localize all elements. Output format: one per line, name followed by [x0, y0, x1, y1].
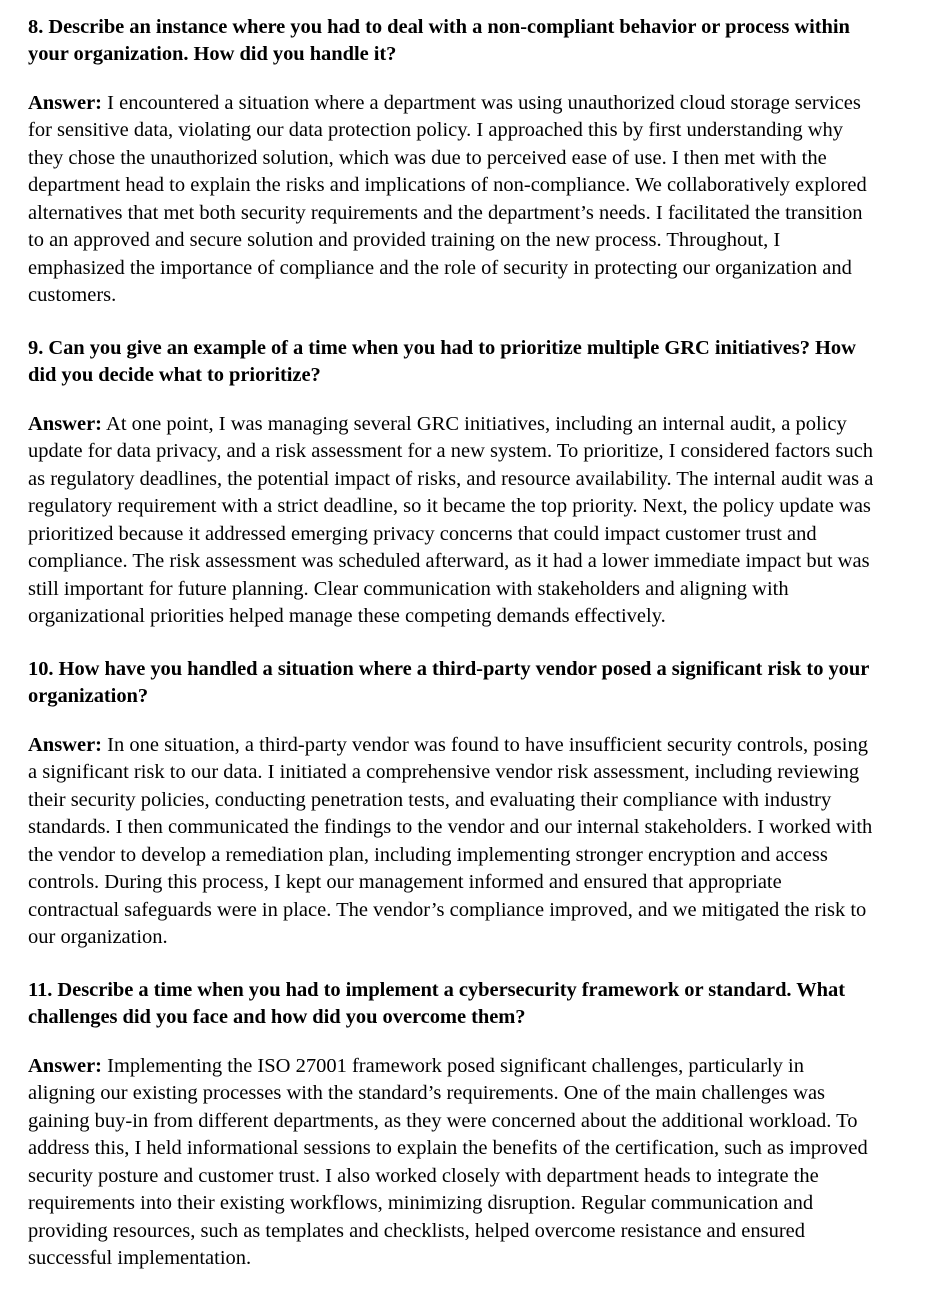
answer-paragraph [28, 1053, 876, 1274]
qa-block [28, 14, 876, 310]
answer-text: In one situation, a third-party vendor was found to have insufficient security controls, posing a significant risk to our data. I initiated a comprehensive vendor risk assessment, including reviewing their security policies, conducting penetration tests, and evaluating their compliance with industry standards. I then communicated the findings to the vendor and our internal stakeholders. I worked with the vendor to develop a remediation plan, including implementing stronger encryption and access controls. During this process, I kept our management informed and ensured that appropriate contractual safeguards were in place. The vendor’s compliance improved, and we mitigated the risk to our organization. [28, 733, 873, 949]
answer-text: Implementing the ISO 27001 framework posed significant challenges, particularly in aligning our existing processes with the standard’s requirements. One of the main challenges was gaining buy-in from different departments, as they were concerned about the additional workload. To address this, I held informational sessions to explain the benefits of the certification, such as improved security posture and customer trust. I also worked closely with department heads to integrate the requirements into their existing workflows, minimizing disruption. Regular communication and providing resources, such as templates and checklists, helped overcome resistance and ensured successful implementation. [28, 1054, 868, 1270]
answer-label: Answer: [28, 733, 103, 756]
answer-label: Answer: [28, 412, 103, 435]
answer-paragraph [28, 411, 876, 632]
question-heading: 8. Describe an instance where you had to deal with a non-compliant behavior or process within your organization. How did you handle it? [28, 16, 850, 66]
answer-label: Answer: [28, 1054, 103, 1077]
answer-text: I encountered a situation where a department was using unauthorized cloud storage services for sensitive data, violating our data protection policy. I approached this by first understanding why they chose the unauthorized solution, which was due to perceived ease of use. I then met with the department head to explain the risks and implications of non-compliance. We collaboratively explored alternatives that met both security requirements and the department’s needs. I facilitated the transition to an approved and secure solution and provided training on the new process. Throughout, I emphasized the importance of compliance and the role of security in protecting our organization and customers. [28, 91, 867, 307]
qa-block [28, 335, 876, 631]
answer-paragraph [28, 732, 876, 953]
answer-text: At one point, I was managing several GRC initiatives, including an internal audit, a policy update for data privacy, and a risk assessment for a new system. To prioritize, I considered factors such as regulatory deadlines, the potential impact of risks, and resource availability. The internal audit was a regulatory requirement with a strict deadline, so it became the top priority. Next, the policy update was prioritized because it addressed emerging privacy concerns that could impact customer trust and compliance. The risk assessment was scheduled afterward, as it had a lower immediate impact but was still important for future planning. Clear communication with stakeholders and aligning with organizational priorities helped manage these competing demands effectively. [28, 412, 874, 628]
question-heading: 10. How have you handled a situation where a third-party vendor posed a significant risk to your organization? [28, 658, 869, 708]
answer-label: Answer: [28, 91, 103, 114]
question-heading: 11. Describe a time when you had to implement a cybersecurity framework or standard. What challenges did you face and how did you overcome them? [28, 979, 845, 1029]
answer-paragraph [28, 90, 876, 311]
question-heading: 9. Can you give an example of a time when you had to prioritize multiple GRC initiatives? How did you decide what to prioritize? [28, 337, 856, 387]
qa-block [28, 656, 876, 952]
qa-block [28, 977, 876, 1273]
